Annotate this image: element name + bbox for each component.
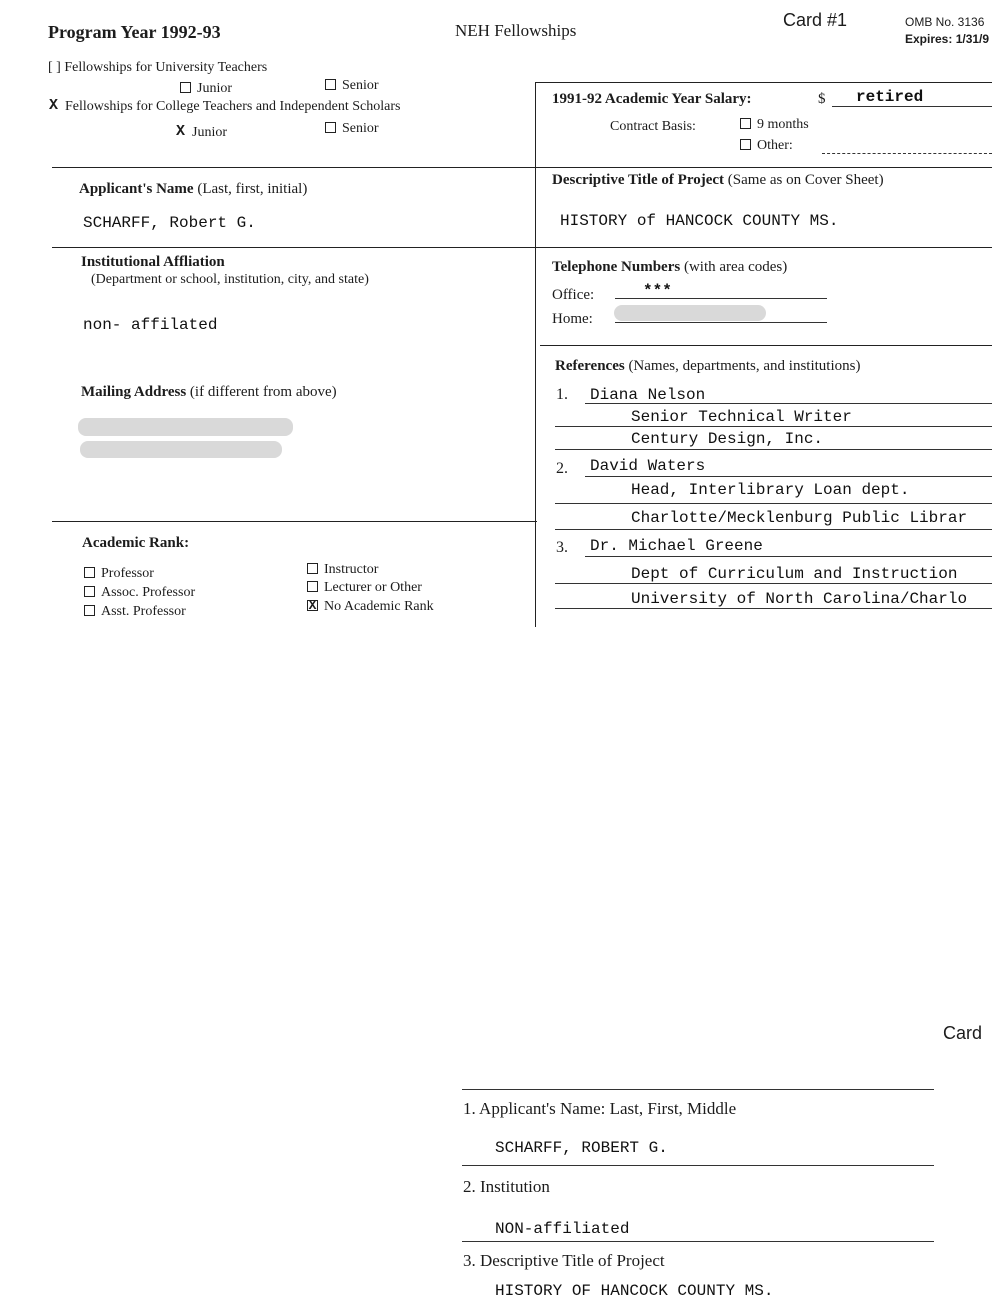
checkbox[interactable]	[84, 605, 95, 616]
reference-number: 1.	[556, 386, 568, 403]
divider	[540, 345, 992, 346]
checkbox[interactable]	[740, 118, 751, 129]
home-phone-label: Home:	[552, 311, 593, 327]
project-title-label: Descriptive Title of Project (Same as on Cover Sheet)	[552, 172, 884, 188]
checkbox[interactable]	[325, 79, 336, 90]
reference-underline	[555, 449, 992, 450]
checkbox[interactable]	[740, 139, 751, 150]
reference-name[interactable]: Dr. Michael Greene	[590, 537, 763, 555]
rank-professor-option[interactable]: Professor	[84, 566, 154, 582]
reference-line[interactable]: Senior Technical Writer	[631, 408, 852, 426]
salary-value[interactable]: retired	[856, 88, 924, 106]
checkbox[interactable]	[325, 122, 336, 133]
card2-project-value[interactable]: HISTORY OF HANCOCK COUNTY MS.	[495, 1282, 774, 1300]
checkbox[interactable]	[307, 563, 318, 574]
reference-underline	[555, 503, 992, 504]
rank-asst-professor-option[interactable]: Asst. Professor	[84, 604, 186, 620]
office-phone-value[interactable]: ***	[643, 282, 672, 300]
salary-underline	[832, 106, 992, 107]
fellowship-college[interactable]: X Fellowships for College Teachers and Independent Scholars	[48, 97, 401, 115]
institution-hint: (Department or school, institution, city, and state)	[91, 272, 369, 287]
card2-label: Card	[943, 1023, 983, 1043]
other-option[interactable]: Other:	[740, 138, 793, 154]
other-underline	[822, 153, 992, 154]
card2-applicant-label: 1. Applicant's Name: Last, First, Middle	[463, 1099, 737, 1118]
fellowship-university: [ ] Fellowships for University Teachers	[48, 60, 268, 75]
institution-label: Institutional Affliation	[81, 254, 225, 270]
reference-name[interactable]: David Waters	[590, 457, 706, 475]
college-junior-option[interactable]: X Junior	[175, 123, 227, 141]
office-phone-underline	[615, 298, 827, 299]
program-year: Program Year 1992-93	[48, 22, 221, 42]
checkbox[interactable]	[180, 82, 191, 93]
checkbox[interactable]	[84, 567, 95, 578]
reference-underline	[555, 583, 992, 584]
applicant-name-label: Applicant's Name (Last, first, initial)	[79, 181, 308, 197]
divider	[462, 1241, 934, 1242]
reference-line[interactable]: Dept of Curriculum and Instruction	[631, 565, 958, 583]
card2-institution-label: 2. Institution	[463, 1177, 550, 1196]
rank-lecturer-option[interactable]: Lecturer or Other	[307, 580, 422, 596]
college-senior-option[interactable]: Senior	[325, 121, 379, 137]
academic-rank-label: Academic Rank:	[82, 535, 190, 551]
project-title-value[interactable]: HISTORY of HANCOCK COUNTY MS.	[560, 212, 839, 230]
redacted-home-phone	[614, 305, 766, 321]
card2-institution-value[interactable]: NON-affiliated	[495, 1220, 630, 1238]
expires-date: Expires: 1/31/9	[905, 32, 990, 46]
redacted-address-line	[78, 418, 293, 436]
reference-line[interactable]: Charlotte/Mecklenburg Public Librar	[631, 509, 968, 527]
card-label: Card #1	[783, 10, 848, 30]
contract-basis-label: Contract Basis:	[610, 119, 696, 134]
checkbox[interactable]	[307, 581, 318, 592]
divider	[52, 521, 537, 522]
checked-checkbox[interactable]: X	[48, 97, 58, 115]
divider	[535, 247, 992, 248]
divider	[535, 82, 536, 627]
card2-project-label: 3. Descriptive Title of Project	[463, 1251, 665, 1270]
reference-name[interactable]: Diana Nelson	[590, 386, 706, 404]
mailing-address-label: Mailing Address (if different from above)	[81, 384, 337, 400]
telephone-label: Telephone Numbers (with area codes)	[552, 259, 788, 275]
reference-line[interactable]: Century Design, Inc.	[631, 430, 824, 448]
divider	[52, 167, 992, 168]
reference-line[interactable]: Head, Interlibrary Loan dept.	[631, 481, 910, 499]
currency-symbol: $	[818, 91, 826, 107]
reference-underline	[585, 556, 992, 557]
rank-no-rank-option[interactable]: X No Academic Rank	[308, 598, 434, 614]
redacted-address-line	[80, 441, 282, 458]
reference-underline	[585, 403, 992, 404]
salary-label: 1991-92 Academic Year Salary:	[552, 91, 752, 107]
university-junior-option[interactable]: Junior	[180, 81, 232, 97]
reference-number: 3.	[556, 539, 568, 556]
references-label: References (Names, departments, and institutions)	[555, 358, 861, 374]
divider	[462, 1165, 934, 1166]
divider	[52, 247, 535, 248]
institution-value[interactable]: non- affilated	[83, 316, 218, 334]
reference-underline	[555, 608, 992, 609]
reference-underline	[585, 476, 992, 477]
applicant-name-value[interactable]: SCHARFF, Robert G.	[83, 214, 256, 232]
checked-checkbox[interactable]: X	[175, 123, 185, 141]
rank-instructor-option[interactable]: Instructor	[307, 562, 378, 578]
reference-underline	[555, 529, 992, 530]
university-senior-option[interactable]: Senior	[325, 78, 379, 94]
reference-number: 2.	[556, 460, 568, 477]
office-phone-label: Office:	[552, 287, 595, 303]
divider	[462, 1089, 934, 1090]
divider	[535, 82, 992, 83]
card2-applicant-value[interactable]: SCHARFF, ROBERT G.	[495, 1139, 668, 1157]
home-phone-underline	[615, 322, 827, 323]
nine-months-option[interactable]: 9 months	[740, 117, 809, 133]
reference-underline	[555, 426, 992, 427]
checked-checkbox[interactable]: X	[308, 598, 317, 614]
omb-number: OMB No. 3136	[905, 15, 985, 29]
checkbox[interactable]	[84, 586, 95, 597]
reference-line[interactable]: University of North Carolina/Charlo	[631, 590, 968, 608]
rank-assoc-professor-option[interactable]: Assoc. Professor	[84, 585, 195, 601]
program-name: NEH Fellowships	[455, 21, 577, 40]
